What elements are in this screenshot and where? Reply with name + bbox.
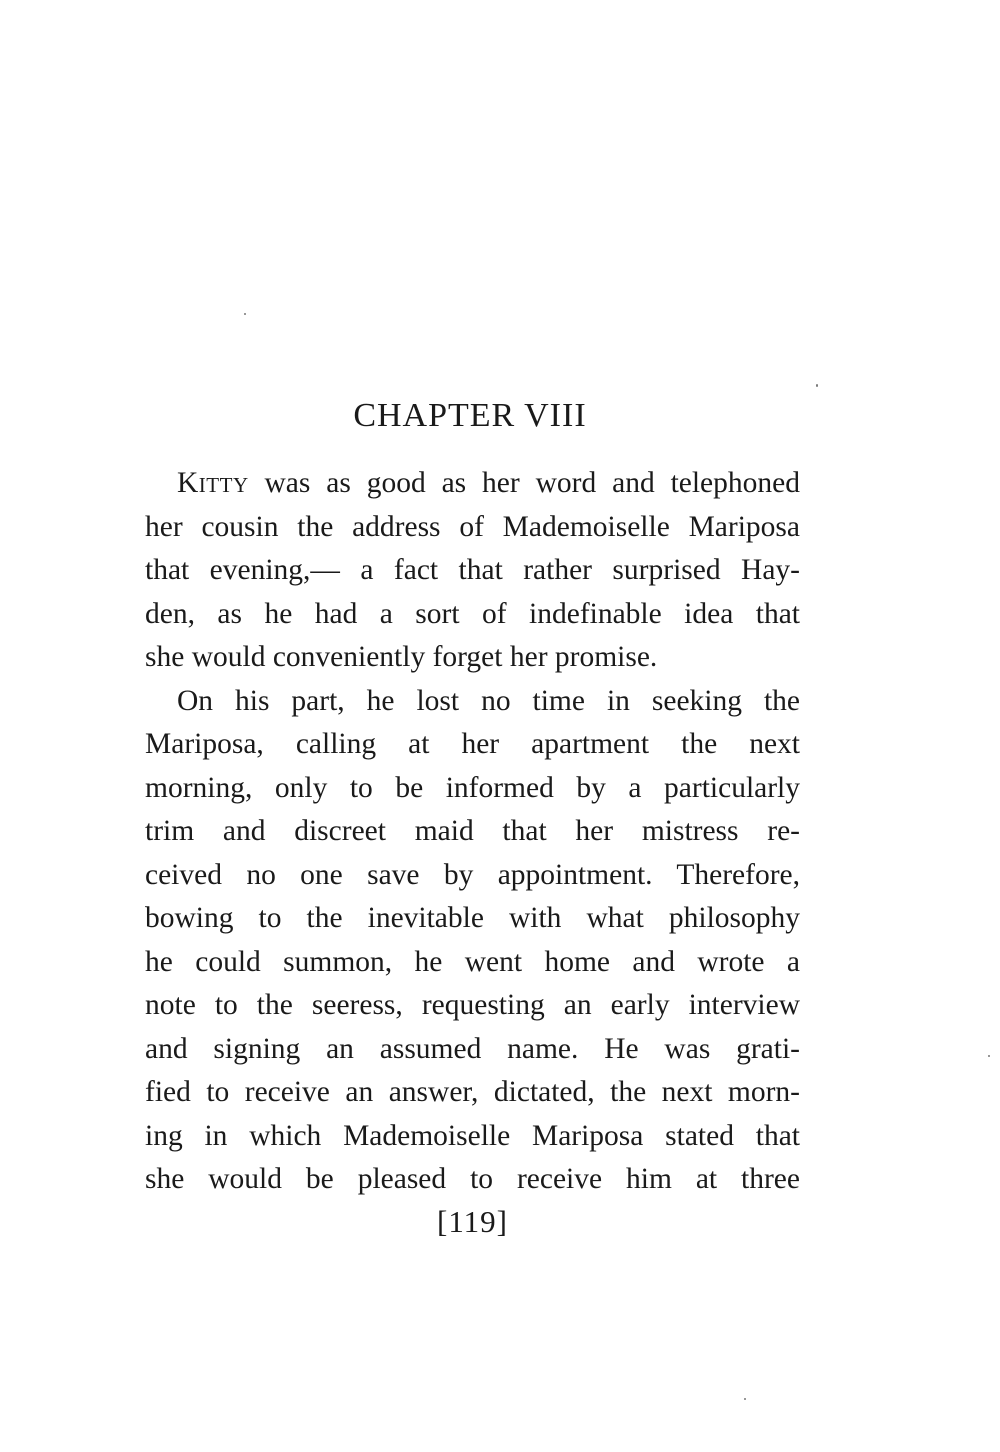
text-line: Mariposa, calling at her apartment the next <box>145 728 800 760</box>
text-line: he could summon, he went home and wrote a <box>145 945 800 978</box>
scan-speck <box>988 1055 990 1057</box>
scan-speck <box>244 313 246 315</box>
text-line: morning, only to be informed by a particularly <box>145 771 800 804</box>
line-text: was as good as her word and telephoned <box>248 467 800 499</box>
paragraph-1 <box>145 462 800 680</box>
text-line: fied to receive an answer, dictated, the next morn- <box>145 1076 800 1108</box>
body-text <box>145 462 800 1202</box>
text-line: she would conveniently forget her promise. <box>145 641 658 673</box>
paragraph-2 <box>145 680 800 1202</box>
text-line: bowing to the inevitable with what philosophy <box>145 902 800 934</box>
text-line: ceived no one save by appointment. Therefore, <box>145 858 800 891</box>
text-line: and signing an assumed name. He was grati- <box>145 1032 800 1065</box>
text-line: she would be pleased to receive him at three <box>145 1163 800 1195</box>
page-number: [119] <box>437 1204 508 1239</box>
chapter-title: CHAPTER VIII <box>353 397 587 434</box>
text-line: note to the seeress, requesting an early interview <box>145 989 800 1021</box>
text-line: her cousin the address of Mademoiselle Mariposa <box>145 510 800 543</box>
scan-speck <box>816 384 818 387</box>
text-line: den, as he had a sort of indefinable idea that <box>145 597 800 630</box>
text-line: that evening,— a fact that rather surprised Hay- <box>145 554 800 586</box>
text-line <box>145 462 800 506</box>
lead-word-smallcaps: Kitty <box>177 467 249 499</box>
text-line: ing in which Mademoiselle Mariposa stated that <box>145 1119 800 1152</box>
text-line: trim and discreet maid that her mistress re- <box>145 815 800 847</box>
text-line: On his part, he lost no time in seeking the <box>177 684 800 717</box>
scan-speck <box>744 1398 746 1400</box>
